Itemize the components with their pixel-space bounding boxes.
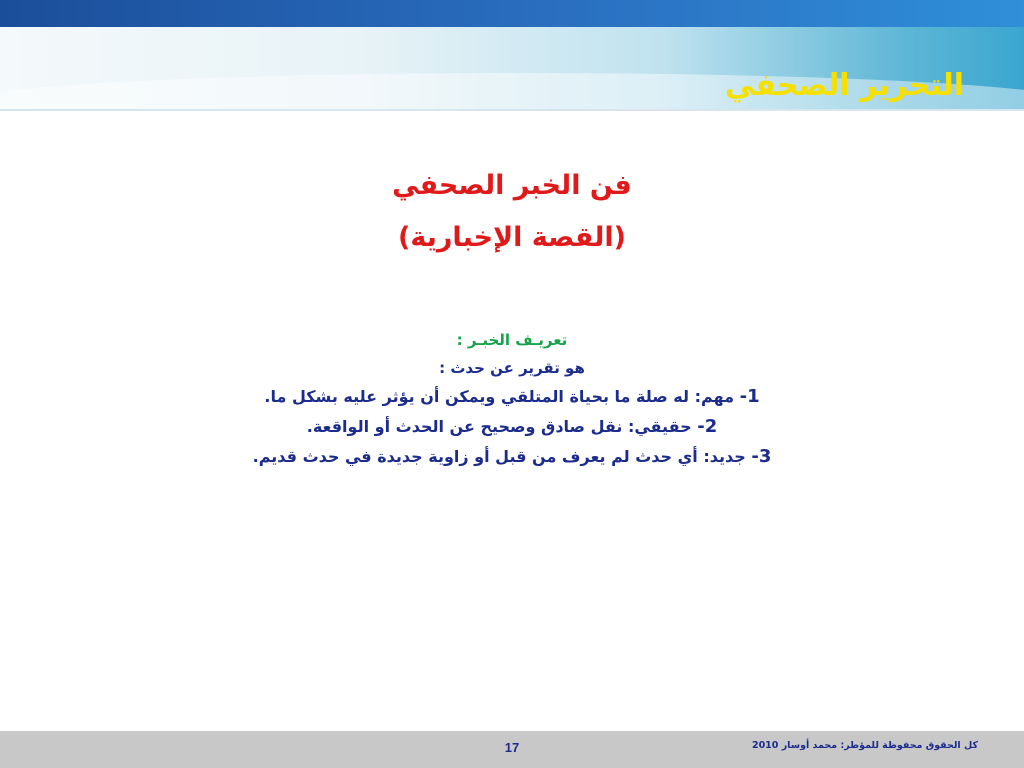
title-band [0, 27, 1024, 109]
item-text: حقيقي: نقل صادق وصحيح عن الحدث أو الواقعة. [306, 417, 692, 436]
divider [0, 109, 1024, 111]
page-number: 17 [504, 740, 520, 755]
copyright-notice: كل الحقوق محفوظة للمؤطر: محمد أوسار 2010 [751, 740, 978, 751]
heading-line-2: (القصة الإخبارية) [398, 222, 626, 253]
item-text: مهم: له صلة ما بحياة المتلقي ويمكن أن يؤثر عليه بشكل ما. [264, 387, 734, 406]
list-item [0, 442, 1024, 472]
item-text: جديد: أي حدث لم يعرف من قبل أو زاوية جديدة في حدث قديم. [252, 447, 746, 466]
item-number: 2- [697, 416, 718, 437]
list-item [0, 412, 1024, 442]
item-number: 1- [739, 386, 760, 407]
definition-title: تعريـف الخبـر : [456, 331, 568, 349]
footer [0, 731, 1024, 768]
list-item [0, 382, 1024, 412]
definition-text: هو تقرير عن حدث : [439, 359, 585, 377]
heading-line-1: فن الخبر الصحفي [392, 170, 632, 201]
item-number: 3- [751, 446, 772, 467]
body-text [0, 326, 1024, 472]
slide-title: التحرير الصحفي [724, 68, 964, 103]
top-bar [0, 0, 1024, 27]
